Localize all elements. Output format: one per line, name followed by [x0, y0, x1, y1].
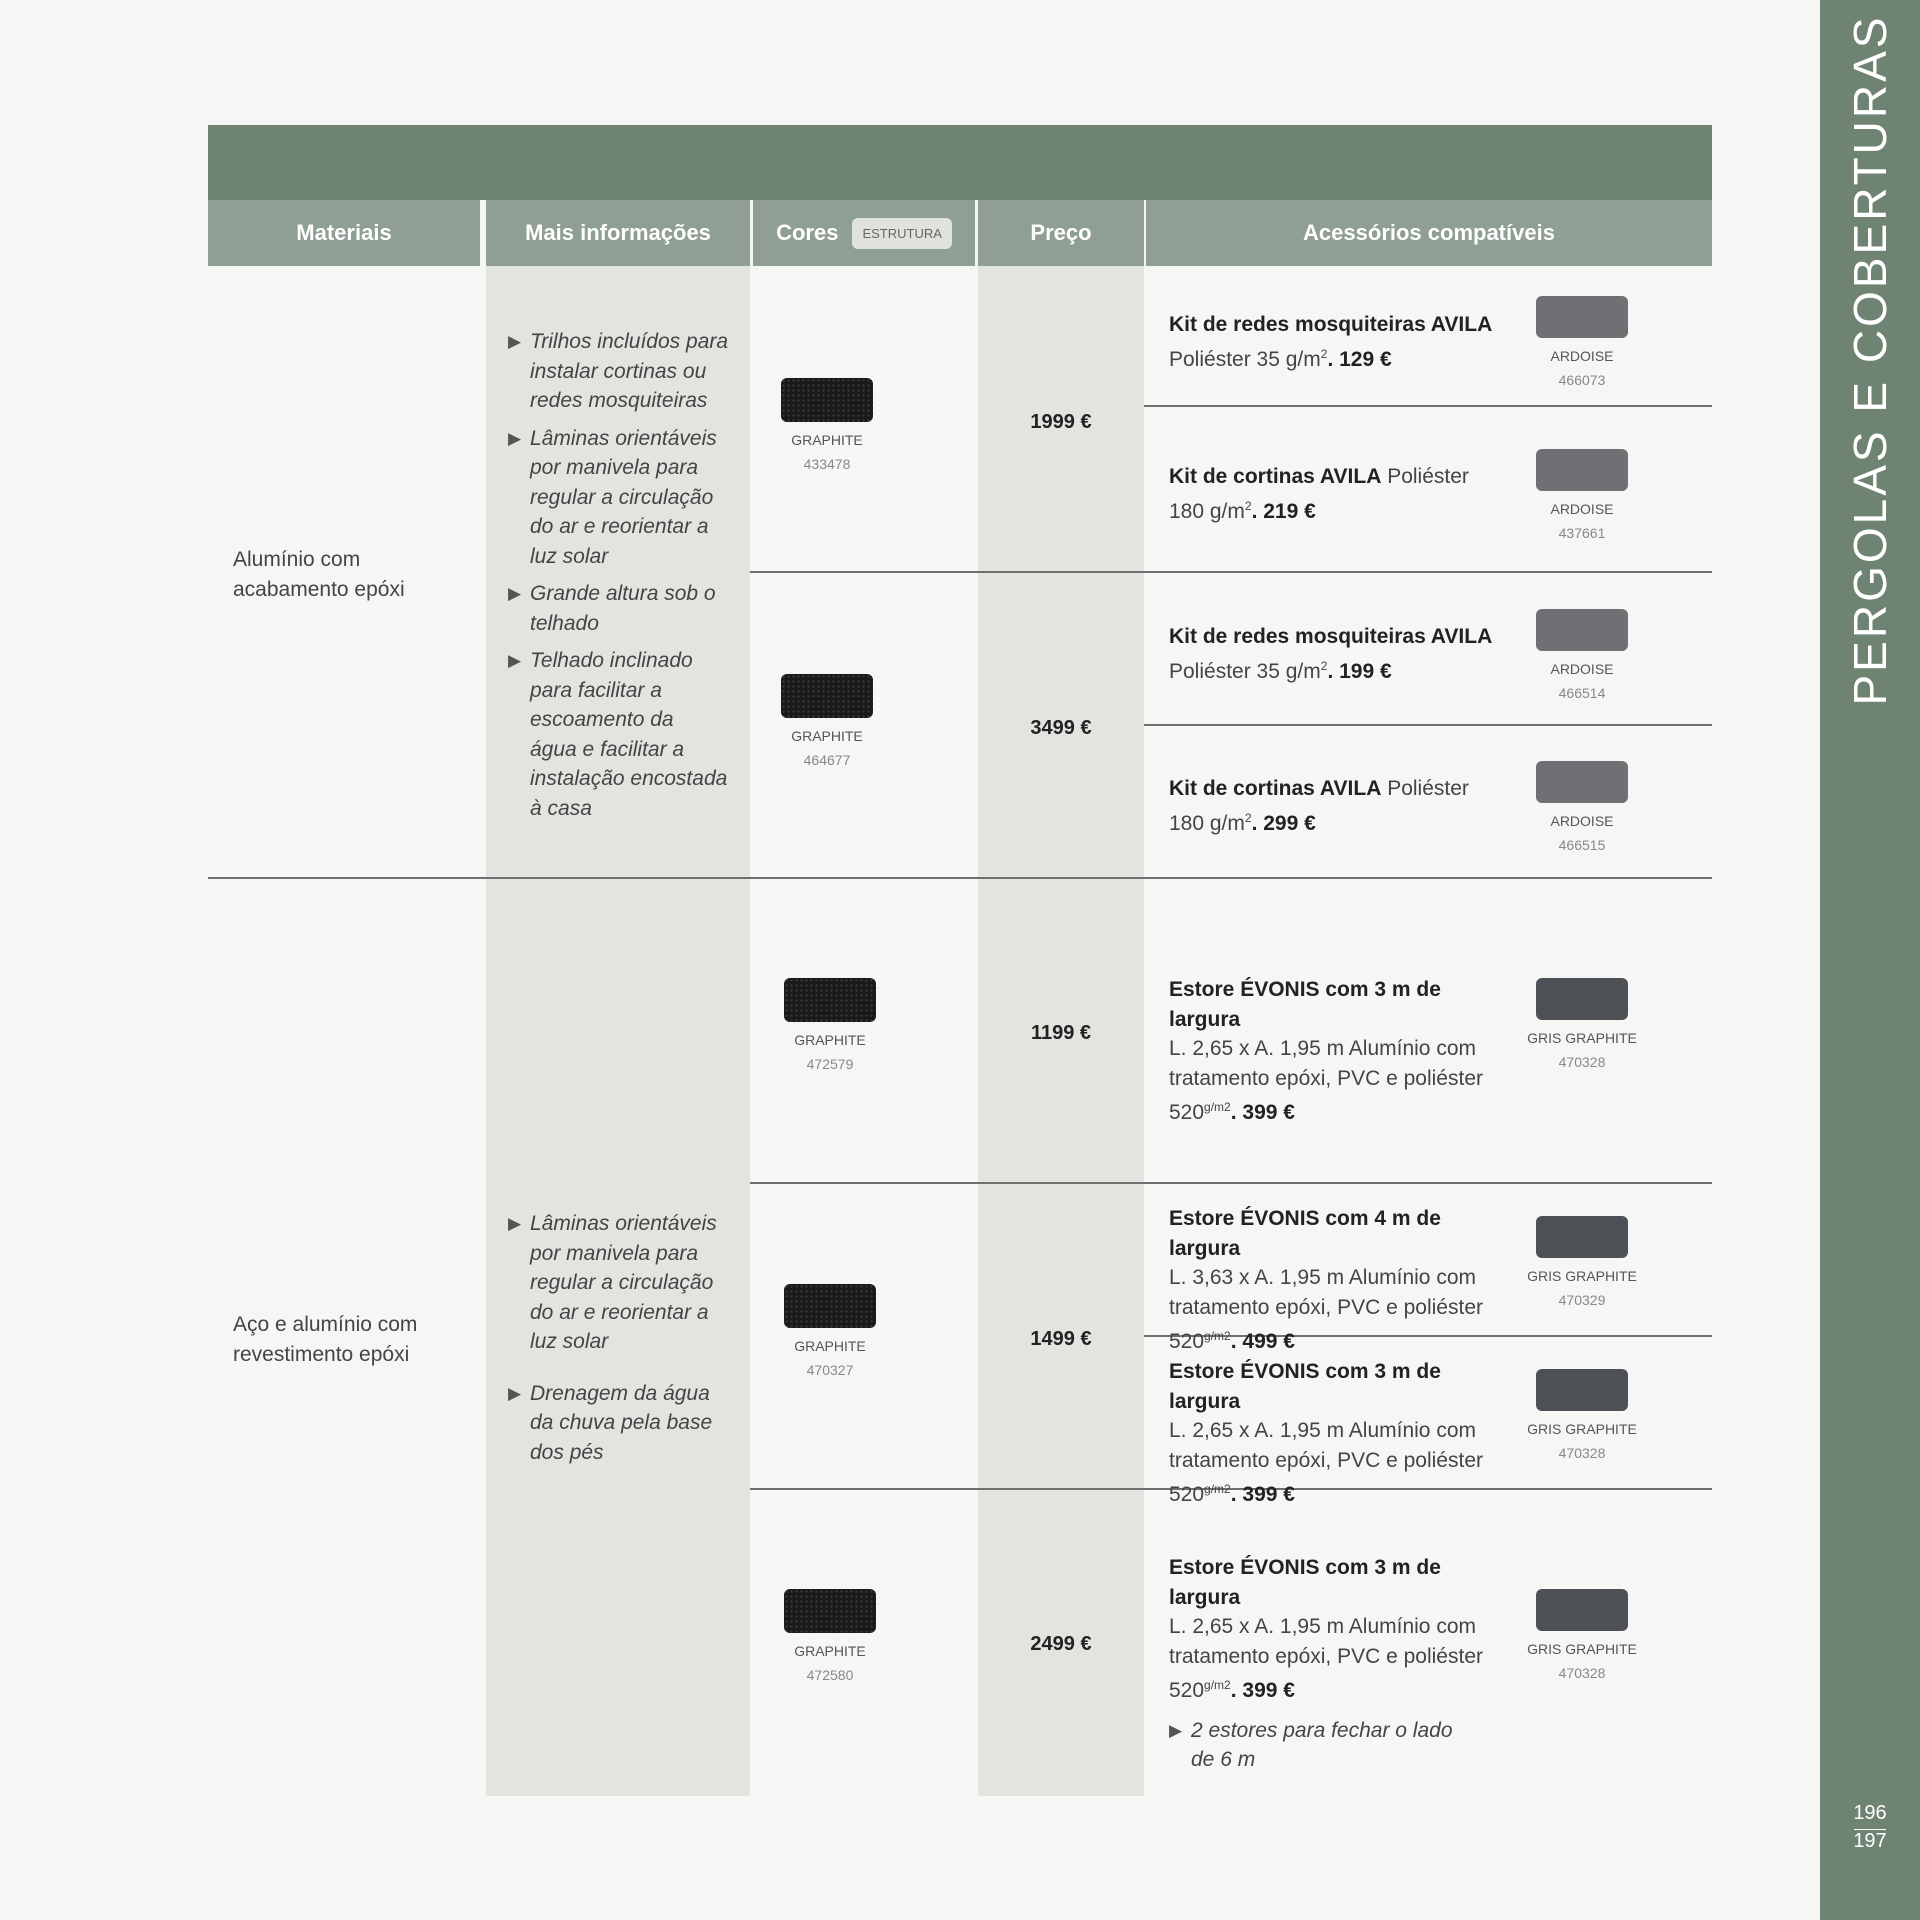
- table-top-band: [208, 125, 1712, 200]
- accessory-item: Estore ÉVONIS com 3 m de largura L. 2,65 x A. 1,95 m Alumínio com tratamento epóxi, PVC e poliéster $520^{g/m2}$. 399 € ▶ 2 estores para fechar o lado de 6 m: [1169, 1553, 1514, 1775]
- accessory-item: Kit de redes mosquiteiras AVILA Poliéster 35 $g/m^2$. 129 €: [1169, 313, 1493, 371]
- color-swatch-graphite: GRAPHITE 464677: [781, 674, 887, 768]
- sidebar: [1820, 0, 1920, 1920]
- accessory-swatch-ardoise: ARDOISE 466515: [1536, 761, 1642, 853]
- triangle-right-icon: ▶: [1169, 1720, 1183, 1740]
- info-list: [508, 1209, 748, 1475]
- accessory-swatch-ardoise: ARDOISE 466514: [1536, 609, 1642, 701]
- accessory-note: ▶ 2 estores para fechar o lado de 6 m: [1169, 1716, 1514, 1775]
- header-materiais: Materiais: [208, 200, 480, 266]
- color-swatch-graphite: GRAPHITE 470327: [784, 1284, 890, 1378]
- info-item: ▶ Grande altura sob o telhado: [508, 579, 748, 638]
- triangle-right-icon: ▶: [508, 428, 522, 448]
- color-swatch-graphite: GRAPHITE 472580: [784, 1589, 890, 1683]
- triangle-right-icon: ▶: [508, 1214, 522, 1233]
- accessory-item: Estore ÉVONIS com 3 m de largura L. 2,65 x A. 1,95 m Alumínio com tratamento epóxi, PVC e poliéster $520^{g/m2}$. 399 €: [1169, 978, 1483, 1124]
- accessory-item: Estore ÉVONIS com 3 m de largura L. 2,65 x A. 1,95 m Alumínio com tratamento epóxi, PVC e poliéster $520^{g/m2}$. 399 €: [1169, 1360, 1483, 1506]
- price: 2499 €: [1030, 1633, 1092, 1655]
- row-divider: [750, 1182, 1712, 1184]
- accessory-item: Kit de cortinas AVILA Poliéster 180 $g/m^2$. 299 €: [1169, 777, 1469, 835]
- info-list: [508, 327, 748, 831]
- triangle-right-icon: ▶: [508, 1383, 522, 1403]
- accessory-swatch-gris-graphite: GRIS GRAPHITE 470328: [1536, 978, 1642, 1070]
- info-item: ▶ Drenagem da água da chuva pela base dos pés: [508, 1379, 748, 1468]
- accessory-item: Estore ÉVONIS com 4 m de largura L. 3,63 x A. 1,95 m Alumínio com tratamento epóxi, PVC e poliéster $520^{g/m2}$. 499 €: [1169, 1207, 1483, 1353]
- color-swatch-graphite: GRAPHITE 433478: [781, 378, 887, 472]
- info-item: ▶ Trilhos incluídos para instalar cortinas ou redes mosquiteiras: [508, 327, 748, 416]
- header-mais-informacoes: Mais informações: [486, 200, 750, 266]
- group-divider: [208, 877, 1712, 879]
- accessory-swatch-ardoise: ARDOISE 437661: [1536, 449, 1642, 541]
- page-number-left: 196: [1853, 1802, 1887, 1824]
- estrutura-badge: ESTRUTURA: [852, 218, 951, 249]
- info-item: ▶ Lâminas orientáveis por manivela para regular a circulação do ar e reorientar a luz solar: [508, 1209, 748, 1357]
- page-number-right: 197: [1853, 1830, 1887, 1852]
- accessory-swatch-ardoise: ARDOISE 466073: [1536, 296, 1642, 388]
- triangle-right-icon: ▶: [508, 332, 522, 351]
- row-divider: [1144, 724, 1712, 726]
- accessory-swatch-gris-graphite: GRIS GRAPHITE 470329: [1536, 1216, 1642, 1308]
- header-preco: Preço: [978, 200, 1144, 266]
- triangle-right-icon: ▶: [508, 584, 522, 603]
- color-swatch-graphite: GRAPHITE 472579: [784, 978, 890, 1072]
- row-divider: [1144, 405, 1712, 407]
- triangle-right-icon: ▶: [508, 651, 522, 670]
- info-item: ▶ Lâminas orientáveis por manivela para regular a circulação do ar e reorientar a luz solar: [508, 424, 748, 572]
- accessory-item: Kit de cortinas AVILA Poliéster 180 $g/m^2$. 219 €: [1169, 465, 1469, 523]
- accessory-swatch-gris-graphite: GRIS GRAPHITE 470328: [1536, 1369, 1642, 1461]
- material-label: Aço e alumínio com revestimento epóxi: [233, 1313, 418, 1366]
- accessory-swatch-gris-graphite: GRIS GRAPHITE 470328: [1536, 1589, 1642, 1681]
- price: 3499 €: [1030, 717, 1092, 739]
- accessory-item: Kit de redes mosquiteiras AVILA Poliéster 35 $g/m^2$. 199 €: [1169, 625, 1493, 683]
- header-acessorios: Acessórios compatíveis: [1146, 200, 1712, 266]
- header-cores: Cores ESTRUTURA: [753, 200, 975, 266]
- price: 1199 €: [1030, 1022, 1092, 1044]
- row-divider: [750, 571, 1712, 573]
- material-label: Alumínio com acabamento epóxi: [233, 548, 405, 601]
- section-title: PERGOLAS E COBERTURAS: [1844, 14, 1896, 706]
- info-item: ▶ Telhado inclinado para facilitar a escoamento da água e facilitar a instalação encostada à casa: [508, 646, 748, 823]
- price: 1499 €: [1030, 1328, 1092, 1350]
- price: 1999 €: [1030, 411, 1092, 433]
